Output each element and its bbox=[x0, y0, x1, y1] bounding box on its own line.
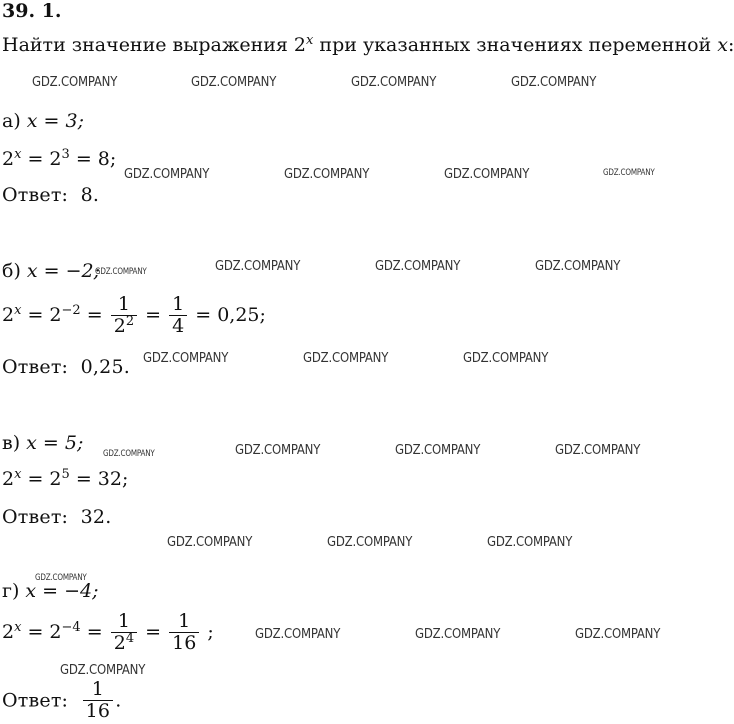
watermark: GDZ.COMPANY bbox=[124, 166, 210, 183]
part-b-answer: Ответ: 0,25. bbox=[2, 356, 130, 378]
watermark: GDZ.COMPANY bbox=[32, 74, 118, 91]
watermark: GDZ.COMPANY bbox=[395, 442, 481, 459]
watermark: GDZ.COMPANY bbox=[487, 534, 573, 551]
watermark: GDZ.COMPANY bbox=[60, 662, 146, 679]
watermark: GDZ.COMPANY bbox=[463, 350, 549, 367]
watermark: GDZ.COMPANY bbox=[415, 626, 501, 643]
watermark: GDZ.COMPANY bbox=[103, 448, 155, 459]
watermark: GDZ.COMPANY bbox=[511, 74, 597, 91]
fraction: $\frac{1}{4}$ bbox=[169, 295, 187, 337]
part-a-condition-text: x = 3; bbox=[26, 110, 84, 132]
part-d-condition: г) x = −4; bbox=[2, 580, 99, 602]
part-b-equation: $2^x = 2^{-2}$ = $\frac{1}{2^2}$ = $\frac{1}{4}$ = 0,25; bbox=[2, 293, 266, 337]
part-a-equation: $2^x = 2^3 = 8$; bbox=[2, 147, 117, 170]
exercise-number: 39. 1. bbox=[2, 0, 62, 22]
part-b-condition: б) x = −2; bbox=[2, 260, 101, 282]
fraction: $\frac{1}{16}$ bbox=[169, 612, 199, 654]
watermark: GDZ.COMPANY bbox=[351, 74, 437, 91]
watermark: GDZ.COMPANY bbox=[35, 572, 87, 583]
part-a-condition bbox=[2, 112, 84, 131]
task-statement bbox=[2, 33, 734, 56]
watermark: GDZ.COMPANY bbox=[327, 534, 413, 551]
watermark: GDZ.COMPANY bbox=[95, 266, 147, 277]
task-colon: : bbox=[727, 34, 734, 56]
fraction: $\frac{1}{2^4}$ bbox=[111, 612, 137, 654]
part-c-equation: $2^x = 2^5 = 32$; bbox=[2, 467, 129, 490]
watermark: GDZ.COMPANY bbox=[191, 74, 277, 91]
part-d-answer: Ответ: $\frac{1}{16}$ . bbox=[2, 678, 122, 722]
watermark: GDZ.COMPANY bbox=[555, 442, 641, 459]
watermark: GDZ.COMPANY bbox=[603, 167, 655, 178]
watermark: GDZ.COMPANY bbox=[444, 166, 530, 183]
fraction: $\frac{1}{2^2}$ bbox=[111, 295, 137, 337]
watermark: GDZ.COMPANY bbox=[255, 626, 341, 643]
part-d-equation: $2^x = 2^{-4}$ = $\frac{1}{2^4}$ = $\frac{1}{16}$ ; bbox=[2, 610, 214, 654]
watermark: GDZ.COMPANY bbox=[215, 258, 301, 275]
part-a-answer bbox=[2, 186, 99, 205]
watermark: GDZ.COMPANY bbox=[143, 350, 229, 367]
watermark: GDZ.COMPANY bbox=[375, 258, 461, 275]
answer-value: 8. bbox=[80, 184, 100, 206]
task-text-rest: при указанных значениях переменной bbox=[313, 34, 718, 56]
watermark: GDZ.COMPANY bbox=[284, 166, 370, 183]
watermark: GDZ.COMPANY bbox=[235, 442, 321, 459]
watermark: GDZ.COMPANY bbox=[167, 534, 253, 551]
watermark: GDZ.COMPANY bbox=[535, 258, 621, 275]
task-variable: x bbox=[717, 34, 728, 56]
answer-label: Ответ: bbox=[2, 184, 69, 206]
answer-fraction: $\frac{1}{16}$ bbox=[83, 680, 114, 722]
task-text: Найти значение выражения 2 bbox=[2, 34, 307, 56]
part-c-answer: Ответ: 32. bbox=[2, 506, 112, 528]
watermark: GDZ.COMPANY bbox=[303, 350, 389, 367]
part-c-condition: в) x = 5; bbox=[2, 432, 84, 454]
part-a-label: а) bbox=[2, 110, 27, 132]
watermark: GDZ.COMPANY bbox=[575, 626, 661, 643]
task-exponent: x bbox=[306, 33, 314, 48]
